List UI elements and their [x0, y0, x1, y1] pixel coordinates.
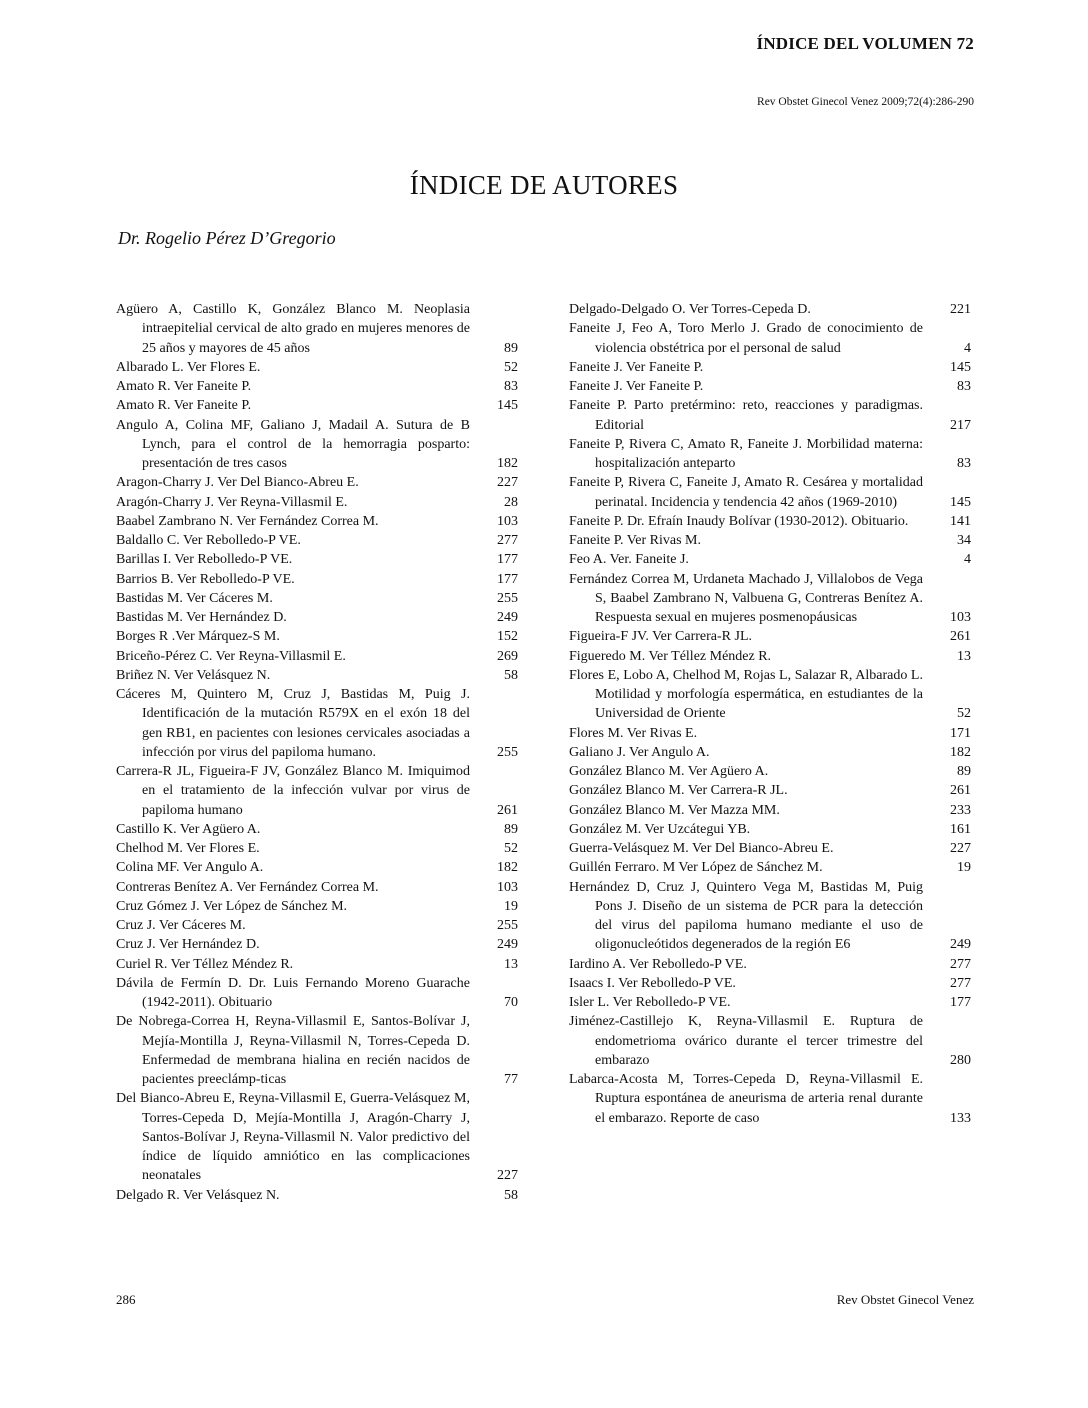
entry-text: Contreras Benítez A. Ver Fernández Correa M.	[116, 879, 379, 895]
entry-page-number: 182	[497, 456, 518, 471]
index-entry	[569, 974, 971, 993]
index-column-right	[569, 300, 971, 1128]
entry-text: Angulo A, Colina MF, Galiano J, Madail A. Sutura de B Lynch, para el control de la hemorragia posparto: presentación de tres casos	[116, 417, 470, 471]
index-entry	[116, 647, 518, 666]
entry-page-number: 221	[950, 302, 971, 317]
entry-page-number: 177	[497, 552, 518, 568]
entry-page-number: 89	[504, 821, 518, 837]
entry-text: Faneite J, Feo A, Toro Merlo J. Grado de conocimiento de violencia obstétrica por el personal de salud	[569, 321, 923, 356]
entry-page-number: 261	[950, 783, 971, 799]
entry-text: Figueira-F JV. Ver Carrera-R JL.	[569, 629, 753, 645]
entry-page-number: 89	[957, 764, 971, 779]
entry-text: Briñez N. Ver Velásquez N.	[116, 667, 271, 683]
index-entry	[116, 762, 518, 820]
entry-page-number: 141	[950, 513, 971, 529]
entry-page-number: 261	[950, 629, 971, 645]
entry-text: Faneite P. Dr. Efraín Inaudy Bolívar (1930-2012). Obituario.	[569, 513, 909, 529]
index-entry	[569, 993, 971, 1012]
index-entry	[116, 493, 518, 512]
index-entry	[116, 666, 518, 685]
entry-text: Flores M. Ver Rivas E.	[569, 725, 698, 741]
index-entry	[569, 550, 971, 569]
entry-text: Faneite P, Rivera C, Amato R, Faneite J. Morbilidad materna: hospitalización anteparto	[569, 436, 923, 471]
index-entry	[569, 647, 971, 666]
entry-page-number: 83	[504, 379, 518, 394]
index-entry	[569, 801, 971, 820]
entry-text: Carrera-R JL, Figueira-F JV, González Blanco M. Imiquimod en el tratamiento de la infección vulvar por virus de papiloma humano	[116, 764, 470, 818]
entry-page-number: 217	[950, 417, 971, 433]
entry-text: Iardino A. Ver Rebolledo-P VE.	[569, 956, 747, 972]
entry-text: Barillas I. Ver Rebolledo-P VE.	[116, 552, 293, 568]
entry-page-number: 171	[950, 725, 971, 741]
index-entry	[116, 473, 518, 492]
index-entry	[116, 974, 518, 1013]
index-entry	[569, 358, 971, 377]
index-entry	[569, 878, 971, 955]
index-entry	[116, 858, 518, 877]
entry-page-number: 19	[504, 898, 518, 914]
entry-page-number: 103	[497, 879, 518, 895]
entry-page-number: 182	[950, 744, 971, 760]
index-entry	[116, 878, 518, 897]
entry-text: Faneite J. Ver Faneite P.	[569, 359, 704, 375]
entry-page-number: 161	[950, 821, 971, 837]
entry-page-number: 58	[504, 1187, 518, 1203]
entry-text: Fernández Correa M, Urdaneta Machado J, Villalobos de Vega S, Baabel Zambrano N, Valbuena G, Contreras Benítez A. Respuesta sexual en mujeres posmenopáusicas	[569, 571, 923, 625]
index-entry	[569, 512, 971, 531]
entry-text: Borges R .Ver Márquez-S M.	[116, 629, 280, 645]
index-entry	[116, 416, 518, 474]
index-entry	[116, 608, 518, 627]
entry-page-number: 277	[950, 975, 971, 991]
running-title: ÍNDICE DEL VOLUMEN 72	[756, 34, 974, 53]
entry-page-number: 103	[950, 610, 971, 625]
index-entry	[569, 820, 971, 839]
index-entry	[116, 955, 518, 974]
entry-text: Bastidas M. Ver Hernández D.	[116, 610, 287, 625]
entry-text: Isaacs I. Ver Rebolledo-P VE.	[569, 975, 736, 991]
entry-text: Bastidas M. Ver Cáceres M.	[116, 590, 273, 606]
index-entry	[569, 396, 971, 435]
entry-text: Faneite P. Ver Rivas M.	[569, 533, 701, 548]
entry-page-number: 52	[957, 706, 971, 722]
entry-page-number: 249	[950, 937, 971, 953]
entry-text: Amato R. Ver Faneite P.	[116, 398, 252, 414]
entry-text: Aragon-Charry J. Ver Del Bianco-Abreu E.	[116, 475, 359, 491]
index-entry	[569, 570, 971, 628]
entry-page-number: 277	[497, 533, 518, 548]
entry-text: Baldallo C. Ver Rebolledo-P VE.	[116, 533, 301, 548]
entry-page-number: 233	[950, 802, 971, 818]
journal-citation: Rev Obstet Ginecol Venez 2009;72(4):286-290	[757, 96, 974, 108]
entry-page-number: 249	[497, 610, 518, 625]
entry-page-number: 89	[504, 340, 518, 356]
index-entry	[116, 531, 518, 550]
page-number: 286	[116, 1292, 136, 1307]
entry-text: González Blanco M. Ver Mazza MM.	[569, 802, 780, 818]
entry-page-number: 77	[504, 1072, 518, 1087]
index-entry	[569, 724, 971, 743]
entry-text: Agüero A, Castillo K, González Blanco M. Neoplasia intraepitelial cervical de alto grado en mujeres menores de 25 años y mayores de 45 años	[116, 302, 470, 356]
entry-text: Dávila de Fermín D. Dr. Luis Fernando Moreno Guarache (1942-2011). Obituario	[116, 975, 470, 1010]
entry-page-number: 152	[497, 629, 518, 645]
index-entry	[569, 300, 971, 319]
index-entry	[569, 743, 971, 762]
index-entry	[116, 396, 518, 415]
index-entry	[569, 319, 971, 358]
entry-page-number: 177	[497, 571, 518, 587]
index-entry	[116, 1186, 518, 1205]
index-entry	[116, 377, 518, 396]
entry-text: Guillén Ferraro. M Ver López de Sánchez M.	[569, 860, 823, 876]
entry-text: Isler L. Ver Rebolledo-P VE.	[569, 995, 731, 1010]
entry-page-number: 255	[497, 744, 518, 760]
entry-text: González Blanco M. Ver Agüero A.	[569, 764, 769, 779]
index-entry	[569, 839, 971, 858]
entry-text: Hernández D, Cruz J, Quintero Vega M, Bastidas M, Puig Pons J. Diseño de un sistema de PCR para la detección del virus del papiloma humano mediante el uso de oligonucleótidos degenerados de la región E6	[569, 879, 923, 953]
entry-text: Del Bianco-Abreu E, Reyna-Villasmil E, Guerra-Velásquez M, Torres-Cepeda D, Mejía-Montilla J, Aragón-Charry J, Santos-Bolívar J, Reyna-Villasmil N. Valor predictivo del índice de líquido amniótico en las complicaciones neonatales	[116, 1091, 470, 1184]
entry-text: Cruz J. Ver Hernández D.	[116, 937, 260, 953]
index-entry	[569, 762, 971, 781]
entry-text: Barrios B. Ver Rebolledo-P VE.	[116, 571, 295, 587]
entry-page-number: 280	[950, 1052, 971, 1068]
entry-page-number: 28	[504, 494, 518, 510]
index-column-left	[116, 300, 518, 1205]
entry-text: Briceño-Pérez C. Ver Reyna-Villasmil E.	[116, 648, 346, 664]
entry-text: Curiel R. Ver Téllez Méndez R.	[116, 956, 294, 972]
entry-text: Baabel Zambrano N. Ver Fernández Correa M.	[116, 513, 379, 529]
entry-text: Chelhod M. Ver Flores E.	[116, 841, 260, 856]
entry-text: Flores E, Lobo A, Chelhod M, Rojas L, Salazar R, Albarado L. Motilidad y morfología espermática, en estudiantes de la Universidad de Oriente	[569, 667, 923, 722]
entry-text: Cruz Gómez J. Ver López de Sánchez M.	[116, 898, 348, 914]
entry-text: Amato R. Ver Faneite P.	[116, 379, 252, 394]
index-entry	[116, 1089, 518, 1185]
index-entry	[569, 1012, 971, 1070]
entry-page-number: 255	[497, 918, 518, 933]
index-entry	[569, 435, 971, 474]
entry-page-number: 277	[950, 956, 971, 972]
entry-page-number: 4	[964, 340, 971, 356]
author-name: Dr. Rogelio Pérez D’Gregorio	[118, 228, 336, 248]
entry-page-number: 83	[957, 379, 971, 394]
entry-page-number: 13	[957, 648, 971, 664]
index-entry	[116, 1012, 518, 1089]
entry-text: Faneite P. Parto pretérmino: reto, reacciones y paradigmas. Editorial	[569, 398, 923, 433]
index-entry	[116, 512, 518, 531]
index-entry	[116, 916, 518, 935]
entry-text: Delgado R. Ver Velásquez N.	[116, 1187, 280, 1203]
index-entry	[116, 685, 518, 762]
index-entry	[569, 1070, 971, 1128]
entry-page-number: 182	[497, 860, 518, 876]
entry-page-number: 227	[497, 475, 518, 491]
entry-page-number: 4	[964, 552, 971, 568]
index-entry	[569, 858, 971, 877]
entry-text: Delgado-Delgado O. Ver Torres-Cepeda D.	[569, 302, 811, 317]
entry-page-number: 261	[497, 802, 518, 818]
index-entry	[569, 955, 971, 974]
index-entry	[569, 473, 971, 512]
index-entry	[116, 550, 518, 569]
entry-text: Albarado L. Ver Flores E.	[116, 359, 261, 375]
entry-page-number: 249	[497, 937, 518, 953]
index-entry	[116, 935, 518, 954]
entry-page-number: 34	[957, 533, 971, 548]
entry-page-number: 58	[504, 667, 518, 683]
entry-text: Cruz J. Ver Cáceres M.	[116, 918, 246, 933]
entry-page-number: 227	[497, 1168, 518, 1184]
entry-text: Castillo K. Ver Agüero A.	[116, 821, 261, 837]
entry-text: De Nobrega-Correa H, Reyna-Villasmil E, Santos-Bolívar J, Mejía-Montilla J, Reyna-Villasmil N, Torres-Cepeda D. Enfermedad de membrana hialina en recién nacidos de pacientes preeclámp-ticas	[116, 1014, 470, 1087]
entry-text: Galiano J. Ver Angulo A.	[569, 744, 710, 760]
index-entry	[116, 820, 518, 839]
footer-journal: Rev Obstet Ginecol Venez	[836, 1292, 974, 1307]
entry-text: Aragón-Charry J. Ver Reyna-Villasmil E.	[116, 494, 348, 510]
entry-page-number: 52	[504, 841, 518, 856]
entry-text: Faneite J. Ver Faneite P.	[569, 379, 704, 394]
entry-page-number: 145	[497, 398, 518, 414]
entry-page-number: 13	[504, 956, 518, 972]
entry-page-number: 145	[950, 494, 971, 510]
entry-page-number: 133	[950, 1110, 971, 1126]
index-entry	[116, 627, 518, 646]
entry-text: Cáceres M, Quintero M, Cruz J, Bastidas M, Puig J. Identificación de la mutación R579X en el exón 18 del gen RB1, en pacientes con lesiones cervicales asociadas a infección por virus del papiloma humano.	[116, 687, 470, 760]
entry-text: Labarca-Acosta M, Torres-Cepeda D, Reyna-Villasmil E. Ruptura espontánea de aneurisma de arteria renal durante el embarazo. Reporte de caso	[569, 1072, 923, 1126]
entry-text: González M. Ver Uzcátegui YB.	[569, 821, 751, 837]
index-entry	[569, 377, 971, 396]
entry-page-number: 103	[497, 513, 518, 529]
entry-text: González Blanco M. Ver Carrera-R JL.	[569, 783, 788, 799]
entry-page-number: 19	[957, 860, 971, 876]
entry-page-number: 269	[497, 648, 518, 664]
index-entry	[569, 627, 971, 646]
entry-page-number: 177	[950, 995, 971, 1010]
index-entry	[116, 358, 518, 377]
index-entry	[116, 300, 518, 358]
index-entry	[569, 666, 971, 724]
entry-text: Guerra-Velásquez M. Ver Del Bianco-Abreu E.	[569, 841, 834, 856]
index-entry	[569, 531, 971, 550]
index-entry	[569, 781, 971, 800]
entry-page-number: 145	[950, 359, 971, 375]
entry-text: Faneite P, Rivera C, Faneite J, Amato R. Cesárea y mortalidad perinatal. Incidencia y tendencia 42 años (1969-2010)	[569, 475, 923, 510]
entry-text: Feo A. Ver. Faneite J.	[569, 552, 689, 568]
entry-text: Figueredo M. Ver Téllez Méndez R.	[569, 648, 772, 664]
index-entry	[116, 839, 518, 858]
entry-page-number: 83	[957, 456, 971, 471]
entry-page-number: 52	[504, 359, 518, 375]
index-entry	[116, 897, 518, 916]
entry-page-number: 227	[950, 841, 971, 856]
index-entry	[116, 589, 518, 608]
page-title: ÍNDICE DE AUTORES	[409, 170, 679, 200]
index-entry	[116, 570, 518, 589]
entry-page-number: 255	[497, 590, 518, 606]
entry-text: Jiménez-Castillejo K, Reyna-Villasmil E. Ruptura de endometrioma ovárico durante el tercer trimestre del embarazo	[569, 1014, 923, 1068]
entry-page-number: 70	[504, 995, 518, 1010]
entry-text: Colina MF. Ver Angulo A.	[116, 860, 264, 876]
